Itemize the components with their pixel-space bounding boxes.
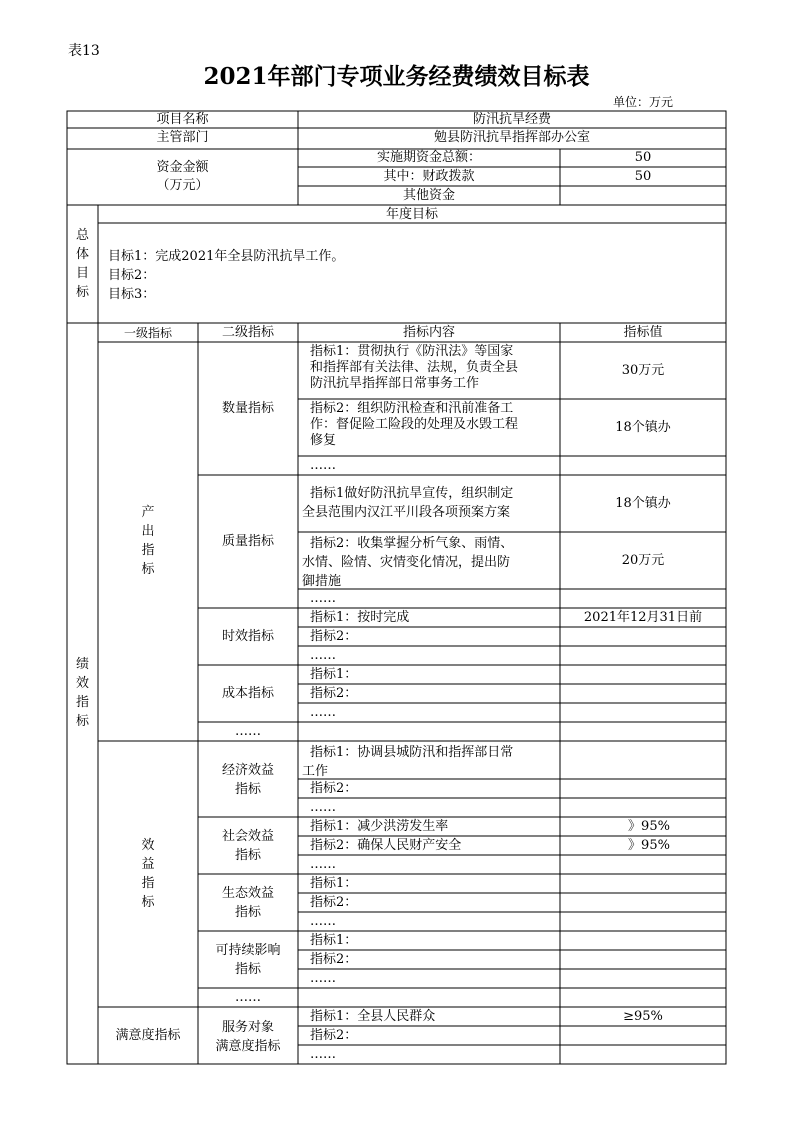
fund-fiscal-label: 其中：财政拨款	[383, 169, 475, 184]
group-ecological: 生态效益 指标	[221, 886, 274, 920]
benefit-group-more: ……	[235, 990, 261, 1005]
timeliness-row-2: 指标2：	[310, 629, 358, 644]
satisfaction-row-more: ……	[310, 1047, 336, 1062]
sustainable-row-1: 指标1：	[310, 933, 358, 948]
col-level1-header: 一级指标	[123, 326, 172, 340]
quality-row-1: 指标1做好防汛抗旱宣传，组织制定 全县范围内汉江平川段各项预案方案	[302, 486, 514, 520]
goal-line-1: 目标1：完成2021年全县防汛抗旱工作。	[108, 249, 345, 264]
fund-fiscal-value: 50	[634, 169, 652, 184]
fund-total-value: 50	[634, 150, 652, 165]
group-cost: 成本指标	[221, 686, 274, 701]
perf-side-label: 绩 效 指 标	[75, 657, 89, 729]
quality-value-1: 18个镇办	[615, 496, 671, 511]
dept-value: 勉县防汛抗旱指挥部办公室	[433, 130, 590, 145]
quality-value-2: 20万元	[621, 553, 665, 568]
quantity-row-more: ……	[310, 458, 336, 473]
fund-total-label: 实施期资金总额：	[376, 150, 481, 165]
quantity-row-2: 指标2：组织防汛检查和汛前准备工 作：督促险工险段的处理及水毁工程 修复	[310, 401, 519, 448]
project-name-label: 项目名称	[156, 112, 209, 127]
group-quantity: 数量指标	[221, 401, 274, 416]
quantity-value-2: 18个镇办	[615, 420, 671, 435]
col-level2-header: 二级指标	[221, 325, 274, 340]
group-social: 社会效益 指标	[221, 829, 274, 863]
goal-line-2: 目标2：	[108, 268, 156, 283]
sustainable-row-more: ……	[310, 971, 336, 986]
output-indicator-label: 产 出 指 标	[141, 505, 155, 577]
social-row-1: 指标1：减少洪涝发生率	[310, 819, 449, 834]
economic-row-2: 指标2：	[310, 781, 358, 796]
satisfaction-row-2: 指标2：	[310, 1028, 358, 1043]
project-name-value: 防汛抗旱经费	[472, 112, 551, 127]
social-row-2: 指标2：确保人民财产安全	[310, 838, 462, 853]
group-economic: 经济效益 指标	[221, 763, 274, 797]
col-content-header: 指标内容	[402, 325, 455, 340]
quantity-value-1: 30万元	[621, 363, 665, 378]
cost-row-more: ……	[310, 705, 336, 720]
timeliness-value-1: 2021年12月31日前	[583, 610, 703, 625]
annual-goal-label: 年度目标	[385, 207, 438, 222]
quality-row-2: 指标2：收集掌握分析气象、雨情、 水情、险情、灾情变化情况，提出防 御措施	[302, 536, 514, 589]
cost-row-2: 指标2：	[310, 686, 358, 701]
social-value-1: 》95%	[628, 819, 670, 834]
satisfaction-indicator-label: 满意度指标	[115, 1028, 181, 1043]
cost-row-1: 指标1：	[310, 667, 358, 682]
goals-side-label: 总 体 目 标	[75, 228, 89, 300]
page-title: 2021年部门专项业务经费绩效目标表	[203, 63, 590, 90]
unit-label: 单位：万元	[613, 95, 674, 109]
fund-label: 资金金额	[156, 160, 209, 175]
timeliness-row-1: 指标1：按时完成	[310, 610, 410, 625]
ecological-row-more: ……	[310, 914, 336, 929]
social-value-2: 》95%	[628, 838, 670, 853]
group-quality: 质量指标	[221, 534, 274, 549]
benefit-indicator-label: 效 益 指 标	[141, 838, 155, 910]
sustainable-row-2: 指标2：	[310, 952, 358, 967]
goal-line-3: 目标3：	[108, 287, 156, 302]
group-service-satisfaction: 服务对象 满意度指标	[215, 1020, 281, 1054]
ecological-row-2: 指标2：	[310, 895, 358, 910]
satisfaction-value-1: ≥95%	[623, 1009, 663, 1024]
satisfaction-row-1: 指标1：全县人民群众	[310, 1009, 436, 1024]
economic-row-more: ……	[310, 800, 336, 815]
group-timeliness: 时效指标	[221, 629, 274, 644]
ecological-row-1: 指标1：	[310, 876, 358, 891]
col-value-header: 指标值	[623, 325, 663, 340]
fund-other-label: 其他资金	[402, 188, 455, 203]
quality-row-more: ……	[310, 591, 336, 606]
group-sustainable: 可持续影响 指标	[215, 943, 281, 977]
timeliness-row-more: ……	[310, 648, 336, 663]
economic-row-1: 指标1：协调县城防汛和指挥部日常 工作	[302, 745, 514, 779]
dept-label: 主管部门	[156, 130, 209, 145]
social-row-more: ……	[310, 857, 336, 872]
fund-unit-label: （万元）	[156, 178, 209, 193]
output-group-more: ……	[235, 724, 261, 739]
quantity-row-1: 指标1：贯彻执行《防汛法》等国家 和指挥部有关法律、法规，负责全县 防汛抗旱指挥部日常事务工作	[310, 344, 519, 391]
table-number: 表13	[68, 43, 100, 59]
